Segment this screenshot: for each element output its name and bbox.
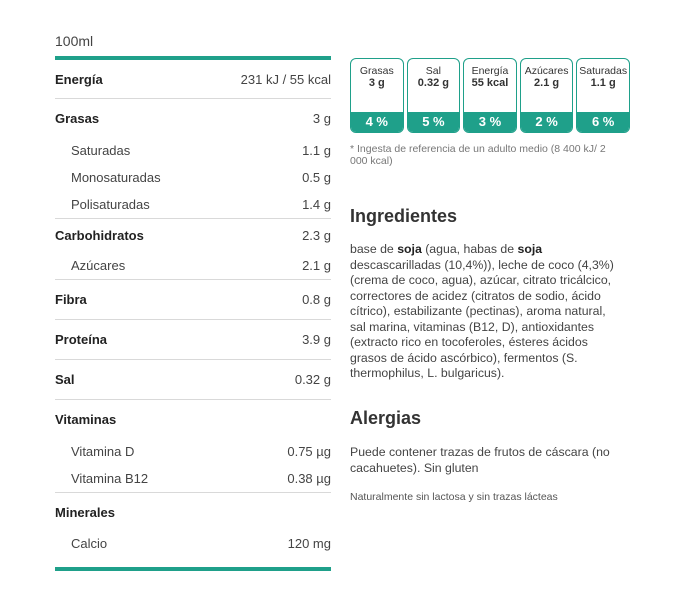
nutrient-value: 3 g bbox=[312, 110, 331, 126]
nutrient-name: Carbohidratos bbox=[55, 227, 144, 243]
nutrient-row-sugars bbox=[55, 251, 331, 279]
allergen-highlight: soja bbox=[517, 242, 543, 256]
gda-box-fat bbox=[350, 58, 404, 133]
nutrient-name: Sal bbox=[55, 372, 75, 387]
nutrient-value: 120 mg bbox=[287, 535, 331, 551]
nutrient-row-minerals bbox=[55, 493, 331, 531]
nutrient-name: Vitamina D bbox=[71, 444, 135, 459]
ingredients-part: descascarilladas (10,4%)), leche de coco (4,3%) (crema de coco, agua), azúcar, citrato tricálcico, correctores de acidez (citratos de sodio, ácido cítrico), estabilizante (pectinas), aroma natural, sal marina, vitaminas (B12, D), antioxidantes (extracto rico en tocoferoles, ésteres ácidos grasos de ácido ascórbico), fermentos (S. thermophilus, L. bulgaricus). bbox=[350, 257, 614, 380]
gda-value: 2.1 g bbox=[534, 77, 560, 89]
nutrient-name: Polisaturadas bbox=[71, 197, 150, 212]
nutrient-value: 3.9 g bbox=[302, 332, 331, 347]
serving-size: 100ml bbox=[55, 33, 94, 49]
nutrient-name: Fibra bbox=[55, 292, 87, 307]
gda-percent: 4 % bbox=[351, 112, 403, 132]
nutrient-name: Energía bbox=[55, 71, 103, 87]
nutrient-name: Vitaminas bbox=[55, 411, 117, 427]
nutrient-name: Azúcares bbox=[71, 257, 126, 273]
nutrient-value: 2.3 g bbox=[302, 227, 331, 243]
nutrient-value: 0.8 g bbox=[302, 292, 331, 307]
reference-intake-footnote: * Ingesta de referencia de un adulto medio (8 400 kJ/ 2 000 kcal) bbox=[350, 143, 606, 167]
nutrient-value: 0.32 g bbox=[294, 372, 331, 387]
nutrient-name: Grasas bbox=[55, 110, 100, 126]
gda-name: Grasas bbox=[359, 65, 394, 77]
ingredients-heading: Ingredientes bbox=[350, 206, 458, 226]
gda-percent: 2 % bbox=[521, 112, 573, 132]
ingredients-part: (agua, habas de bbox=[421, 242, 518, 256]
nutrient-value: 0.75 µg bbox=[287, 444, 331, 459]
nutrient-row-vitd bbox=[55, 438, 331, 465]
gda-name: Saturadas bbox=[579, 65, 628, 77]
nutrient-value: 231 kJ / 55 kcal bbox=[240, 71, 331, 87]
gda-percent: 3 % bbox=[464, 112, 516, 132]
nutrient-row-fiber bbox=[55, 280, 331, 319]
gda-value: 3 g bbox=[368, 77, 385, 89]
gda-value: 0.32 g bbox=[417, 77, 449, 89]
gda-box-saturated bbox=[576, 58, 630, 133]
nutrient-value: 2.1 g bbox=[302, 257, 331, 273]
allergies-text: Puede contener trazas de frutos de cáscara (no cacahuetes). Sin gluten bbox=[350, 444, 610, 475]
gda-name: Sal bbox=[425, 65, 441, 77]
allergen-highlight: soja bbox=[397, 242, 422, 256]
nutrient-value: 1.1 g bbox=[302, 143, 331, 158]
nutrient-name: Monosaturadas bbox=[71, 170, 161, 185]
nutrient-value: 0.5 g bbox=[302, 170, 331, 185]
nutrient-value: 0.38 µg bbox=[287, 471, 331, 486]
gda-value: 55 kcal bbox=[471, 77, 509, 89]
gda-name: Energía bbox=[471, 65, 509, 77]
nutrient-row-vitb12 bbox=[55, 465, 331, 492]
nutrient-row-vitamins bbox=[55, 400, 331, 438]
gda-value: 1.1 g bbox=[590, 77, 616, 89]
gda-name: Azúcares bbox=[524, 65, 569, 77]
allergies-heading: Alergias bbox=[350, 407, 422, 428]
ingredients-part: base de bbox=[350, 242, 398, 256]
gda-percent: 6 % bbox=[577, 112, 629, 132]
nutrition-table bbox=[55, 30, 331, 571]
gda-percent: 5 % bbox=[408, 112, 460, 132]
info-column bbox=[350, 58, 630, 503]
gda-box-sugars bbox=[520, 58, 574, 133]
nutrient-name: Minerales bbox=[55, 504, 115, 520]
gda-box-energy bbox=[463, 58, 517, 133]
nutrient-name: Saturadas bbox=[71, 143, 131, 158]
nutrient-row-mono bbox=[55, 164, 331, 191]
nutrient-row-energy bbox=[55, 60, 331, 98]
nutrient-row-poly bbox=[55, 191, 331, 218]
nutrient-row-fat bbox=[55, 99, 331, 137]
nutrient-name: Proteína bbox=[55, 332, 108, 347]
nutrient-row-salt bbox=[55, 360, 331, 399]
nutrient-row-protein bbox=[55, 320, 331, 359]
gda-box-salt bbox=[407, 58, 461, 133]
nutrient-row-calcium bbox=[55, 531, 331, 555]
nutrient-row-carbs bbox=[55, 219, 331, 251]
nutrient-row-saturated bbox=[55, 137, 331, 164]
nutrient-name: Calcio bbox=[71, 535, 108, 551]
nutrient-value: 1.4 g bbox=[302, 197, 331, 212]
lactose-note: Naturalmente sin lactosa y sin trazas lácteas bbox=[350, 490, 558, 503]
table-bottom-bar bbox=[55, 567, 331, 571]
ingredients-text bbox=[350, 242, 622, 382]
gda-labels bbox=[350, 58, 630, 133]
nutrient-name: Vitamina B12 bbox=[71, 471, 149, 486]
